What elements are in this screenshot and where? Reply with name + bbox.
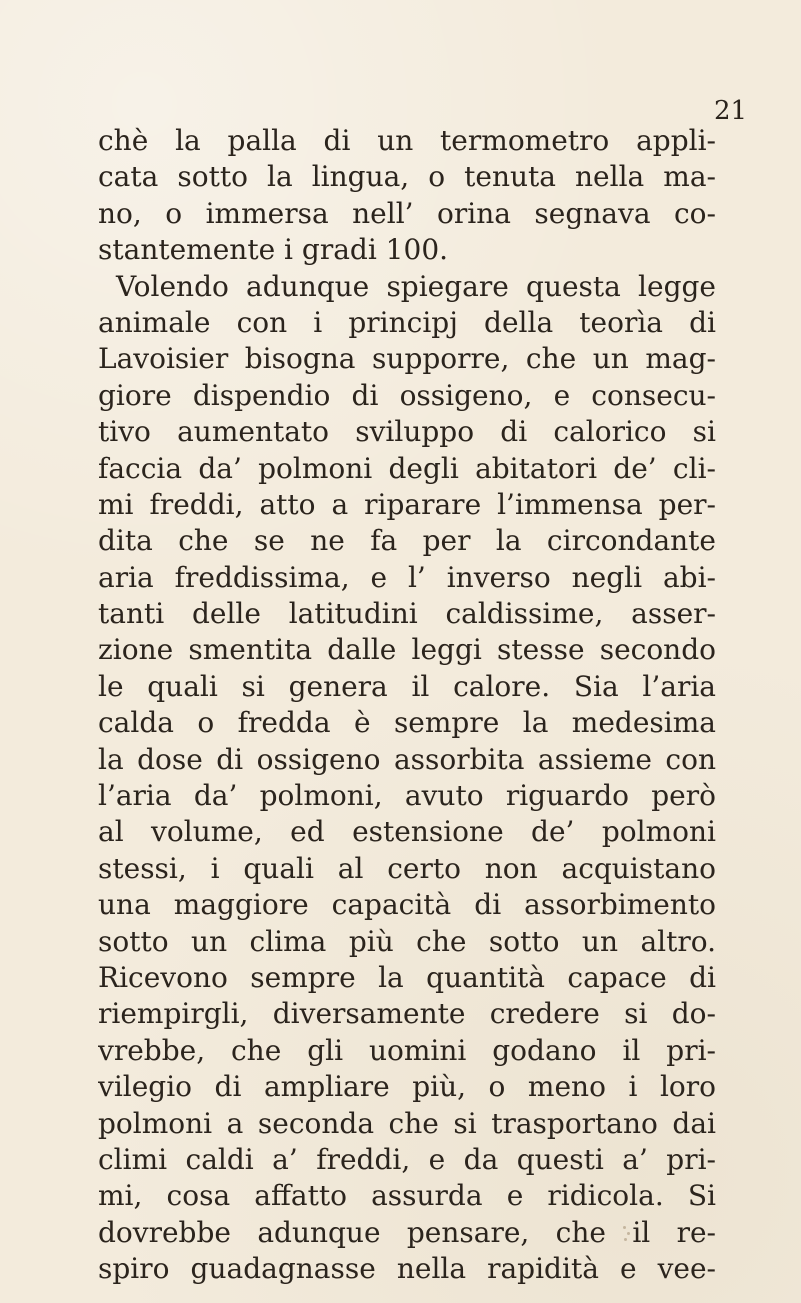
text-line-16: le quali si genera il calore. Sia l’aria xyxy=(98,669,716,703)
text-line-14: tanti delle latitudini caldissime, asser- xyxy=(98,597,716,631)
text-line-26: vrebbe, che gli uomini godano il pri- xyxy=(98,1033,716,1067)
text-line-12: dita che se ne fa per la circondante xyxy=(98,524,716,558)
text-line-17: calda o fredda è sempre la medesima xyxy=(98,706,716,740)
text-line-24: Ricevono sempre la quantità capace di xyxy=(98,960,716,994)
text-line-21: stessi, i quali al certo non acquistano xyxy=(98,851,716,885)
paper-speck xyxy=(624,1238,627,1241)
text-line-10: faccia da’ polmoni degli abitatori de’ cli- xyxy=(98,451,716,485)
text-line-29: climi caldi a’ freddi, e da questi a’ pri- xyxy=(98,1142,716,1176)
text-line-5: Volendo adunque spiegare questa legge xyxy=(116,269,716,303)
text-line-30: mi, cosa affatto assurda e ridicola. Si xyxy=(98,1179,716,1213)
text-line-4: stantemente i gradi 100. xyxy=(98,233,449,267)
text-line-1: chè la palla di un termometro appli- xyxy=(98,124,716,157)
text-line-13: aria freddissima, e l’ inverso negli abi- xyxy=(98,560,716,594)
text-line-27: vilegio di ampliare più, o meno i loro xyxy=(98,1070,716,1104)
text-line-18: la dose di ossigeno assorbita assieme con xyxy=(98,742,716,776)
text-line-19: l’aria da’ polmoni, avuto riguardo però xyxy=(98,779,716,813)
text-line-9: tivo aumentato sviluppo di calorico si xyxy=(98,415,716,449)
text-line-23: sotto un clima più che sotto un altro. xyxy=(98,924,716,958)
text-line-20: al volume, ed estensione de’ polmoni xyxy=(98,815,716,849)
paper-speck xyxy=(627,1232,630,1235)
text-line-31: dovrebbe adunque pensare, che il re- xyxy=(98,1215,716,1249)
text-line-3: no, o immersa nell’ orina segnava co- xyxy=(98,196,716,230)
text-line-15: zione smentita dalle leggi stesse secondo xyxy=(98,633,716,667)
text-line-32: spiro guadagnasse nella rapidità e vee- xyxy=(98,1252,716,1286)
text-line-11: mi freddi, atto a riparare l’immensa per- xyxy=(98,487,716,521)
paper-speck xyxy=(623,1226,626,1229)
text-line-28: polmoni a seconda che si trasportano dai xyxy=(98,1106,716,1140)
text-line-8: giore dispendio di ossigeno, e consecu- xyxy=(98,378,716,412)
text-line-22: una maggiore capacità di assorbimento xyxy=(98,888,716,922)
page-number: 21 xyxy=(714,96,748,126)
text-line-7: Lavoisier bisogna supporre, che un mag- xyxy=(98,342,716,376)
text-line-2: cata sotto la lingua, o tenuta nella ma- xyxy=(98,160,716,194)
text-line-6: animale con i principj della teorìa di xyxy=(98,305,716,339)
text-line-25: riempirgli, diversamente credere si do- xyxy=(98,997,716,1031)
body-text xyxy=(98,123,716,1288)
